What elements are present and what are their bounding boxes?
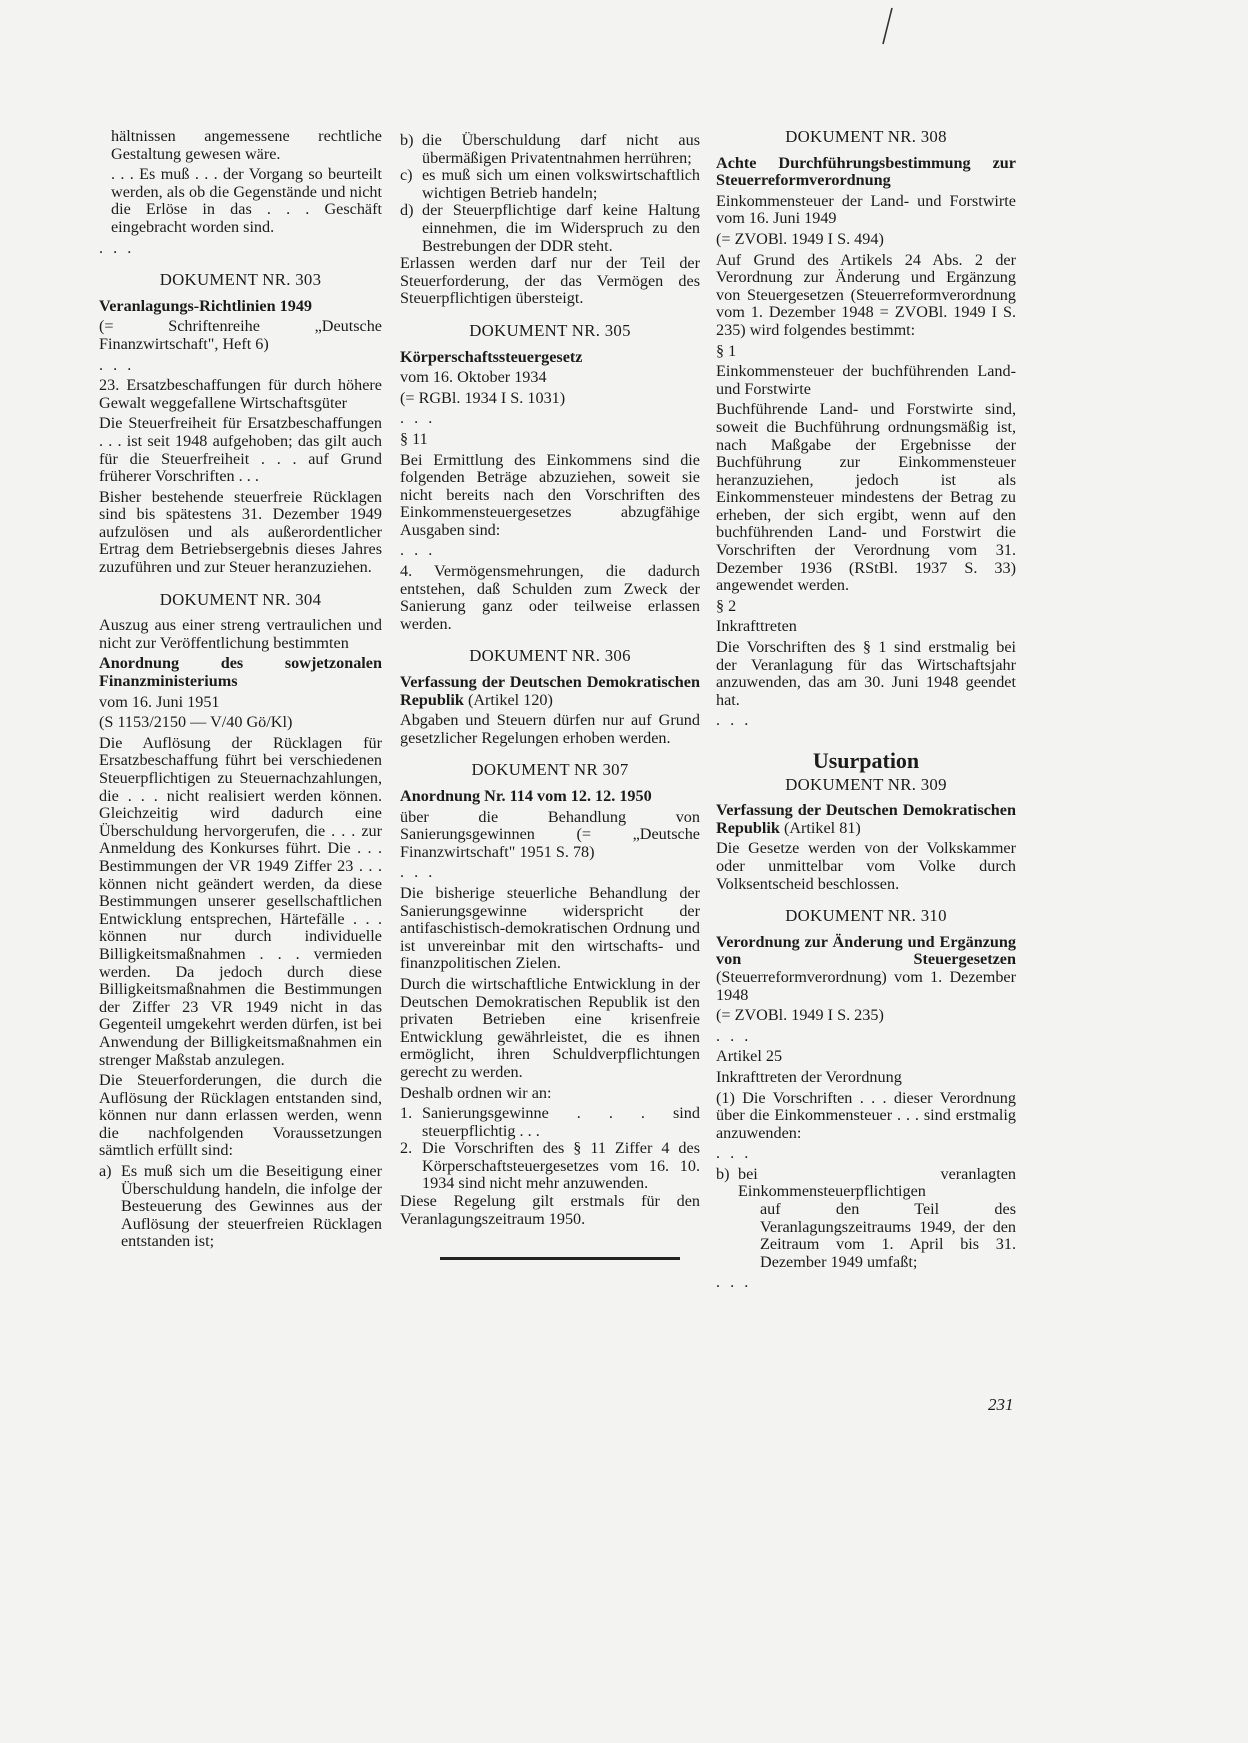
continued-paragraph: hältnissen angemessene rechtliche Gestaltung gewesen wäre. — [111, 127, 382, 163]
paragraph: Die Vorschriften des § 1 sind erstmalig bei der Veranlagung für das Wirtschaftsjahr anzuwenden, das am 30. Juni 1948 geendet hat. — [716, 638, 1016, 709]
document-title — [716, 802, 1016, 837]
document-date: vom 16. Juni 1951 — [99, 692, 220, 711]
list-text: die Überschuldung darf nicht aus übermäßigen Privatentnahmen herrühren; — [422, 131, 700, 167]
paragraph: 4. Vermögensmehrungen, die dadurch entstehen, daß Schulden zum Zweck der Sanierung ganz oder teilweise erlassen werden. — [400, 562, 700, 633]
document-heading: DOKUMENT NR 307 — [471, 760, 629, 780]
paragraph: Die bisherige steuerliche Behandlung der Sanierungsgewinne widerspricht der antifaschistisch-demokratischen Ordnung und ist unvereinbar mit den wirtschafts- und finanzpolitischen Zielen. — [400, 883, 700, 973]
list-marker: 2. — [400, 1139, 413, 1158]
list-marker: b) — [716, 1164, 730, 1183]
ellipsis: . . . — [716, 1144, 752, 1163]
paragraph: Abgaben und Steuern dürfen nur auf Grund gesetzlicher Regelungen erhoben werden. — [400, 711, 700, 747]
list-text: bei veranlagten Einkommensteuerpflichtigen — [738, 1164, 1016, 1201]
document-reference: (S 1153/2150 — V/40 Gö/Kl) — [99, 713, 293, 732]
list-text: der Steuerpflichtige darf keine Haltung einnehmen, die im Widerspruch zu den Bestrebungen der DDR steht. — [422, 201, 700, 255]
paragraph: Die Auflösung der Rücklagen für Ersatzbeschaffung führt bei verschiedenen Steuerpflichtigen zu Steuernachzahlungen, die . . . nicht realisiert werden können. Gleichzeitig wird dadurch eine Überschuldung hervorgerufen, die . . . zur Anmeldung des Konkurses führt. Die . . . Bestimmungen der VR 1949 Ziffer 23 . . . können nicht geändert werden, da diese Bestimmungen unserer gesellschaftlichen Entwicklung entsprechen, Härtefälle . . . können nur durch individuelle Billigkeitsmaßnahmen . . . vermieden werden. Da jedoch durch diese Billigkeitsmaßnahmen die Bestimmungen der Ziffer 23 VR 1949 nicht in das Gegenteil umgekehrt werden dürfen, ist bei Anwendung der Billigkeitsmaßnahmen ein strenger Maßstab anzulegen. — [99, 733, 382, 1069]
list-text: Es muß sich um die Beseitigung einer Überschuldung handeln, die infolge der Besteuerung des Gewinnes aus der Auflösung der steuerfreien Rücklagen entstanden ist; — [121, 1162, 382, 1251]
paragraph: Die Gesetze werden von der Volkskammer oder unmittelbar vom Volke durch Volksentscheid beschlossen. — [716, 839, 1016, 893]
ellipsis: . . . — [716, 1026, 752, 1045]
document-source: (= Schriftenreihe „Deutsche Finanzwirtschaft", Heft 6) — [99, 317, 382, 353]
document-heading: DOKUMENT NR. 305 — [469, 320, 631, 340]
list-item — [99, 1163, 382, 1251]
paragraph: Die Steuerfreiheit für Ersatzbeschaffungen . . . ist seit 1948 aufgehoben; das gilt auch für die Steuerfreiheit . . . auf Grund früherer Vorschriften . . . — [99, 414, 382, 486]
section-title: Usurpation — [812, 748, 920, 773]
paragraph: Deshalb ordnen wir an: — [400, 1083, 552, 1102]
document-source: (= RGBl. 1934 I S. 1031) — [400, 388, 566, 407]
document-title — [716, 934, 1016, 1004]
paragraph: Bei Ermittlung des Einkommens sind die folgenden Beträge abzuziehen, soweit sie nicht bereits nach den Vorschriften des Einkommensteuergesetzes abzugfähige Ausgaben sind: — [400, 450, 700, 539]
list-marker: 1. — [400, 1104, 413, 1123]
ellipsis: . . . — [99, 355, 135, 374]
document-heading: DOKUMENT NR. 303 — [159, 270, 322, 290]
column-right — [716, 128, 1016, 1295]
document-subtitle: (Steuerreformverordnung) vom 1. Dezember 1948 — [716, 967, 1016, 1004]
document-title: Anordnung Nr. 114 vom 12. 12. 1950 — [400, 787, 652, 805]
paragraph-title: Inkrafttreten — [716, 617, 797, 636]
paragraph: 23. Ersatzbeschaffungen für durch höhere Gewalt weggefallene Wirtschaftsgüter — [99, 376, 382, 412]
document-source: (= ZVOBl. 1949 I S. 494) — [716, 229, 884, 248]
document-heading: DOKUMENT NR. 306 — [469, 646, 631, 666]
article-title: Inkrafttreten der Verordnung — [716, 1067, 902, 1086]
list-marker: d) — [400, 201, 414, 220]
document-heading: DOKUMENT NR. 309 — [785, 774, 947, 794]
list-item — [400, 167, 700, 202]
list-marker: a) — [99, 1162, 112, 1181]
paragraph-title: Einkommensteuer der buchführenden Land- und Forstwirte — [716, 362, 1016, 398]
document-article: (Artikel 81) — [783, 818, 861, 837]
document-title-text: Verfassung der Deutschen Demokratischen Republik — [400, 673, 700, 709]
paragraph: Buchführende Land- und Forstwirte sind, soweit die Buchführung ordnungsmäßig ist, nach Maßgabe der Ergebnisse der Buchführung zur Einkommensteuer heranzuziehen, jedoch ist als Einkommensteuer mindestens der Betrag zu erheben, der sich ergibt, wenn auf den buchführenden Land- und Forstwirt die Vorschriften der Verordnung vom 31. Dezember 1936 (RStBl. 1937 S. 33) angewendet werden. — [716, 400, 1016, 595]
ellipsis: . . . — [400, 409, 436, 428]
document-title: Anordnung des sowjetzonalen Finanzministeriums — [99, 654, 382, 691]
list-marker: c) — [400, 166, 413, 185]
document-title-text: Verordnung zur Änderung und Ergänzung von Steuergesetzen — [716, 932, 1016, 969]
list-item — [400, 202, 700, 255]
document-title — [400, 674, 700, 709]
paragraph: Auf Grund des Artikels 24 Abs. 2 der Verordnung zur Änderung und Ergänzung von Steuergesetzen (Steuerreformverordnung vom 1. Dezember 1948 = ZVOBl. 1949 I S. 235) wird folgendes bestimmt: — [716, 250, 1016, 339]
list-item — [400, 132, 700, 167]
ellipsis: . . . — [716, 1273, 752, 1292]
list-text: Die Vorschriften des § 11 Ziffer 4 des Körperschaftsteuergesetzes vom 16. 10. 1934 sind nicht mehr anzuwenden. — [422, 1139, 700, 1193]
ellipsis: . . . — [716, 711, 752, 730]
document-heading: DOKUMENT NR. 304 — [159, 589, 322, 609]
document-heading: DOKUMENT NR. 308 — [785, 127, 947, 146]
list-text: es muß sich um einen volkswirtschaftlich wichtigen Betrieb handeln; — [422, 166, 700, 202]
paragraph: (1) Die Vorschriften . . . dieser Verordnung über die Einkommensteuer . . . sind erstmalig anzuwenden: — [716, 1088, 1016, 1142]
paragraph: Diese Regelung gilt erstmals für den Veranlagungszeitraum 1950. — [400, 1192, 700, 1228]
document-title: Körperschaftssteuergesetz — [400, 347, 583, 366]
paragraph: Die Steuerforderungen, die durch die Auflösung der Rücklagen entstanden sind, können nur dann erlassen werden, wenn die nachfolgenden Voraussetzungen sämtlich erfüllt sind: — [99, 1071, 382, 1160]
ellipsis: . . . — [99, 238, 135, 257]
document-subtitle: über die Behandlung von Sanierungsgewinnen (= „Deutsche Finanzwirtschaft" 1951 S. 78) — [400, 807, 700, 861]
ellipsis: . . . — [400, 863, 436, 882]
document-title: Achte Durchführungsbestimmung zur Steuerreformverordnung — [716, 153, 1016, 190]
document-title-text: Verfassung der Deutschen Demokratischen Republik — [716, 801, 1016, 837]
document-subtitle: Einkommensteuer der Land- und Forstwirte vom 16. Juni 1949 — [716, 191, 1016, 228]
column-middle — [400, 132, 700, 1231]
document-date: vom 16. Oktober 1934 — [400, 368, 547, 387]
paragraph-number: § 2 — [716, 596, 737, 615]
document-intro: Auszug aus einer streng vertraulichen und nicht zur Veröffentlichung bestimmten — [99, 616, 382, 652]
ellipsis: . . . — [400, 541, 436, 560]
paragraph-number: § 11 — [400, 429, 428, 448]
list-marker: b) — [400, 131, 414, 149]
paragraph: Bisher bestehende steuerfreie Rücklagen sind bis spätestens 31. Dezember 1949 aufzulösen und als außerordentlicher Ertrag dem Betriebsergebnis dieses Jahres zuzuführen und zur Steuer heranzuziehen. — [99, 487, 382, 577]
document-source: (= ZVOBl. 1949 I S. 235) — [716, 1006, 884, 1025]
paragraph-number: § 1 — [716, 341, 737, 360]
paragraph: Erlassen werden darf nur der Teil der Steuerforderung, der das Vermögen des Steuerpflichtigen übersteigt. — [400, 254, 700, 308]
pencil-mark-icon — [880, 6, 894, 46]
document-heading: DOKUMENT NR. 310 — [785, 906, 947, 926]
article-number: Artikel 25 — [716, 1047, 783, 1066]
document-article: (Artikel 120) — [467, 690, 553, 709]
list-item — [400, 1105, 700, 1140]
document-title: Veranlagungs-Richtlinien 1949 — [99, 296, 313, 315]
paragraph: Durch die wirtschaftliche Entwicklung in der Deutschen Demokratischen Republik ist den privaten Betrieben eine krisenfreie Entwicklung gewährleistet, die es ihnen ermöglicht, ihren Schuldverpflichtungen gerecht zu werden. — [400, 974, 700, 1081]
list-item — [716, 1166, 1016, 1201]
page-number: 231 — [988, 1395, 1014, 1414]
end-rule — [440, 1257, 680, 1260]
list-item — [400, 1140, 700, 1193]
list-text: Sanierungsgewinne . . . sind steuerpflichtig . . . — [422, 1104, 700, 1140]
paragraph: auf den Teil des Veranlagungszeitraums 1949, der den Zeitraum vom 1. April bis 31. Dezember 1949 umfaßt; — [760, 1200, 1016, 1271]
continued-paragraph: . . . Es muß . . . der Vorgang so beurteilt werden, als ob die Gegenstände und nicht die Erlöse in das . . . Geschäft eingebracht worden sind. — [111, 165, 382, 236]
column-left — [99, 128, 382, 1251]
